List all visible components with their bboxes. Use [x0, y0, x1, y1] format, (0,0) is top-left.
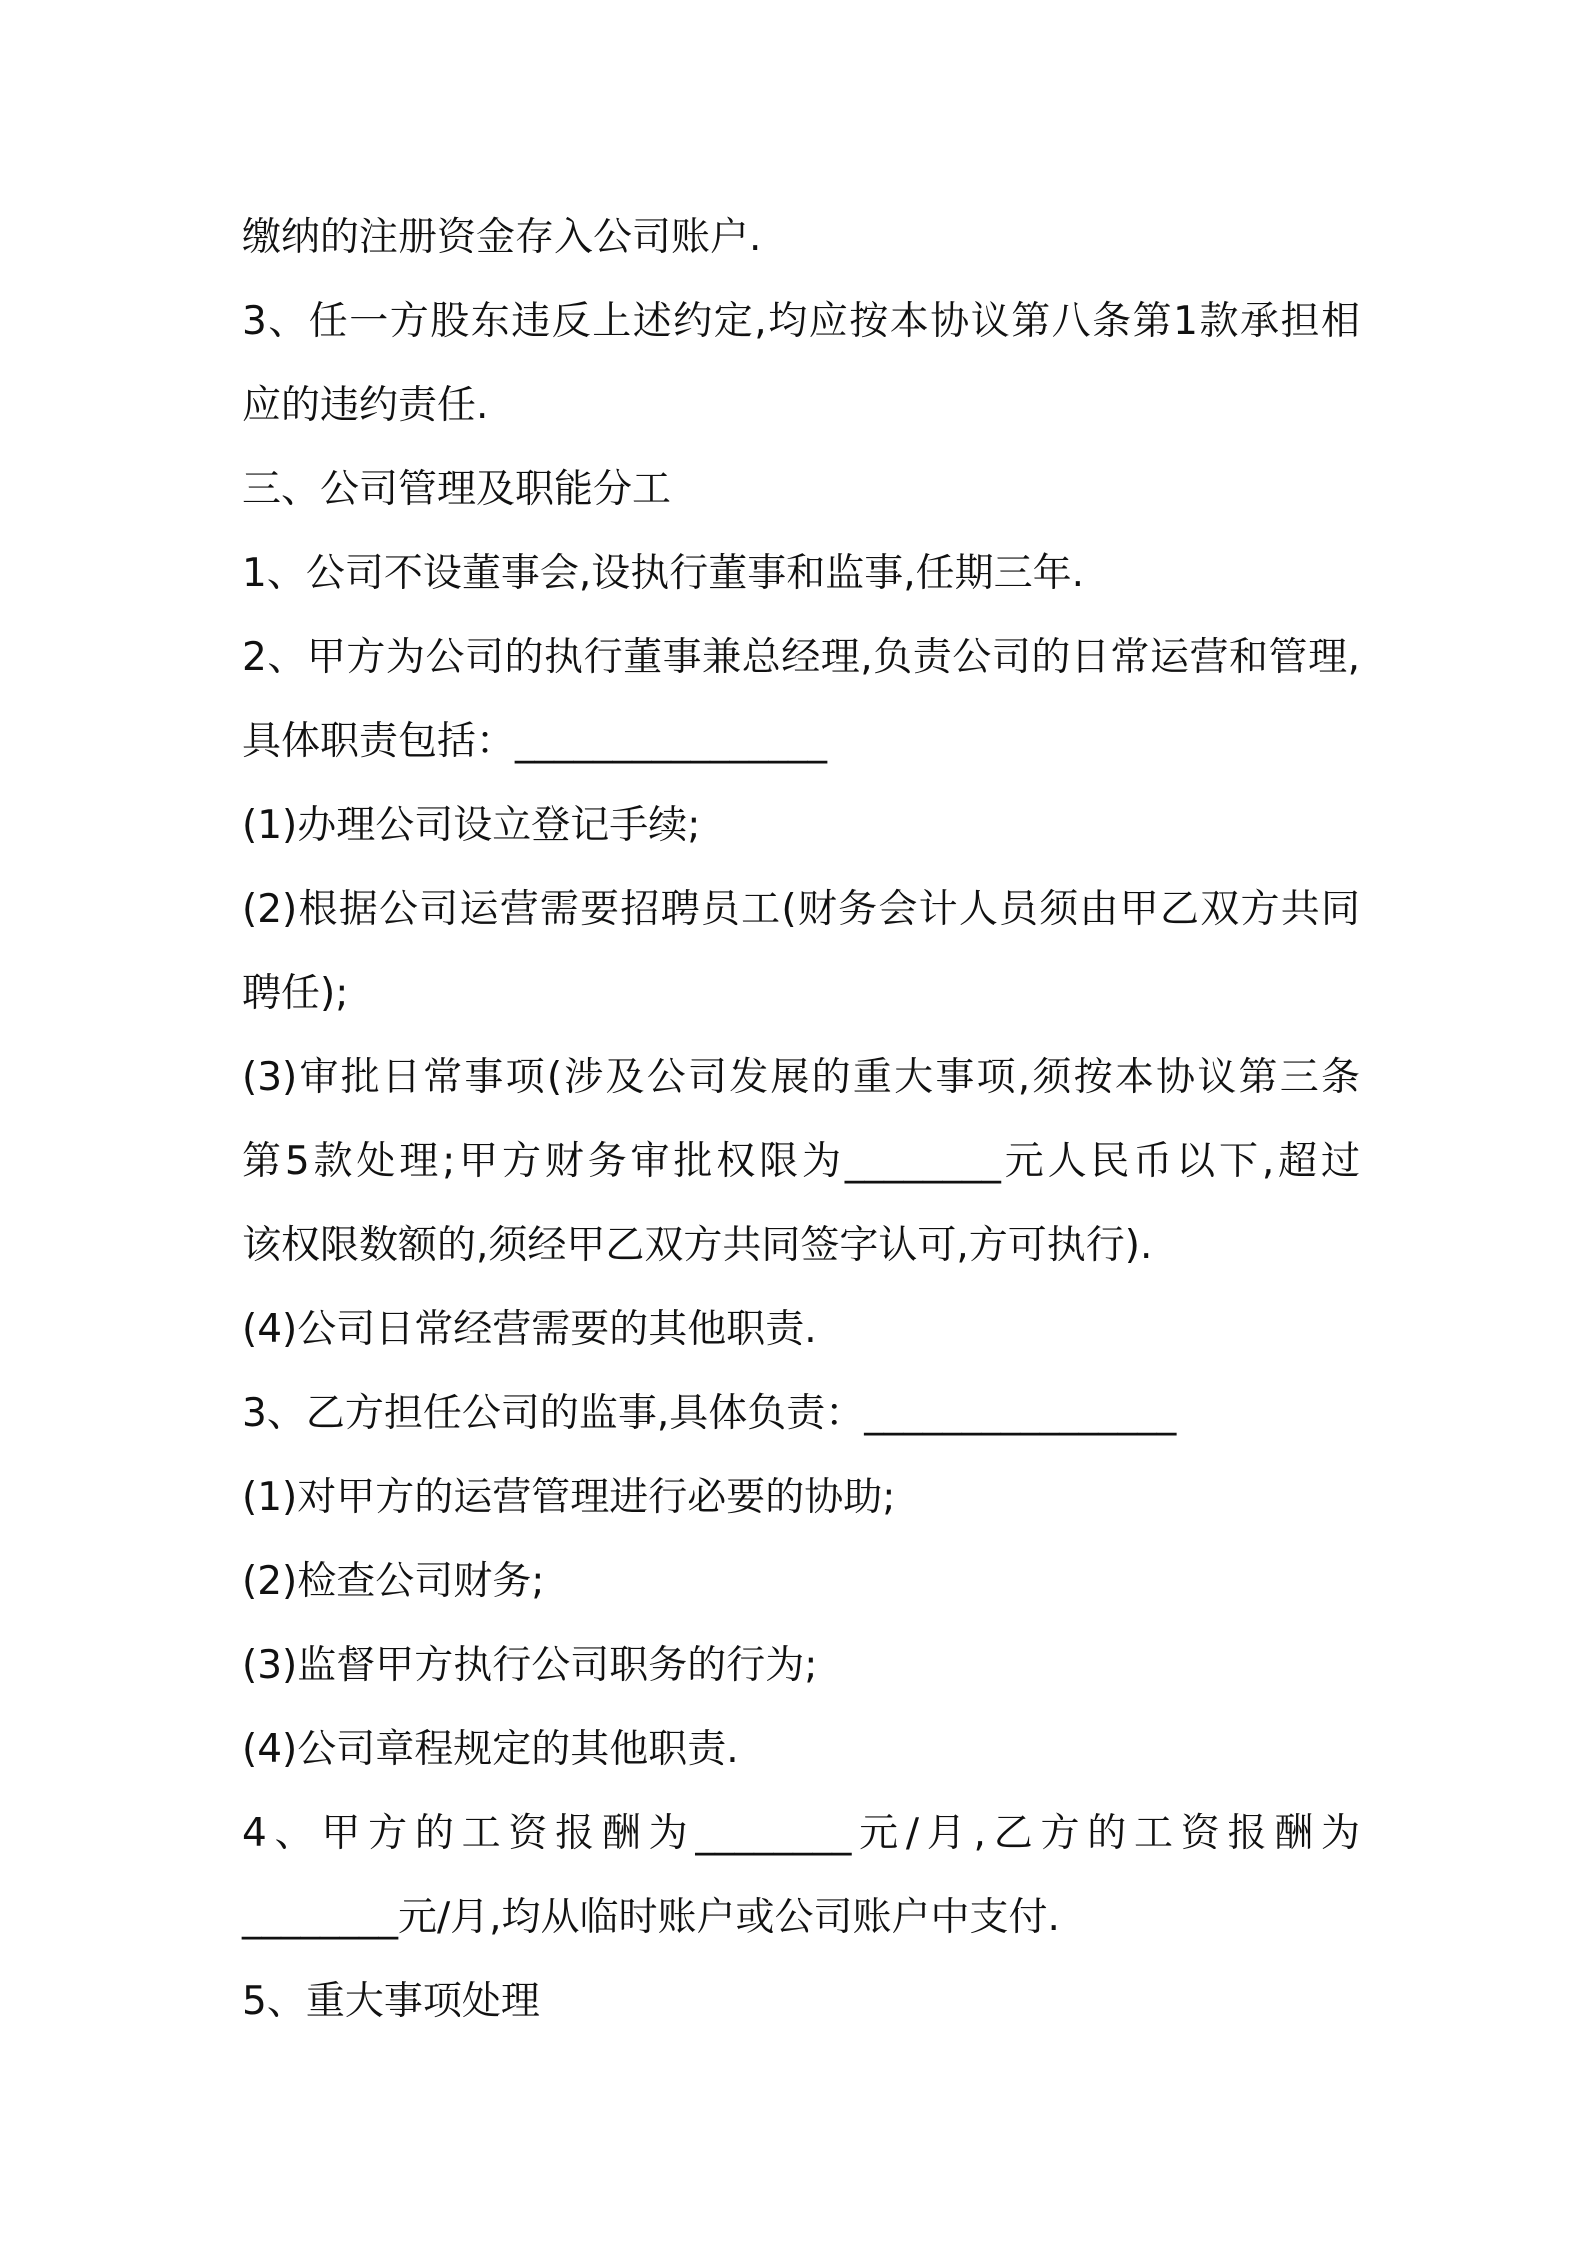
- supervisor-item-2: (2)检查公司财务;: [242, 1559, 545, 1604]
- clause-5: 5、重大事项处理: [242, 1979, 540, 2024]
- clause-4-line-2: ________元/月,均从临时账户或公司账户中支付.: [242, 1895, 1060, 1940]
- sub-item-3-line-3: 该权限数额的,须经甲乙双方共同签字认可,方可执行).: [242, 1223, 1153, 1268]
- sub-item-2-line-1: (2)根据公司运营需要招聘员工(财务会计人员须由甲乙双方共同: [242, 887, 1360, 932]
- supervisor-item-3: (3)监督甲方执行公司职务的行为;: [242, 1643, 818, 1688]
- sub-item-4: (4)公司日常经营需要的其他职责.: [242, 1307, 817, 1352]
- supervisor-item-1: (1)对甲方的运营管理进行必要的协助;: [242, 1475, 896, 1520]
- clause-3-line-1: 3、任一方股东违反上述约定,均应按本协议第八条第1款承担相: [242, 299, 1360, 344]
- sub-item-3-line-2: 第5款处理;甲方财务审批权限为________元人民币以下,超过: [242, 1139, 1360, 1184]
- clause-2-line-2: 具体职责包括：________________: [242, 719, 828, 764]
- clause-3-supervisor: 3、乙方担任公司的监事,具体负责：________________: [242, 1391, 1177, 1436]
- clause-2-line-1: 2、甲方为公司的执行董事兼总经理,负责公司的日常运营和管理,: [242, 635, 1360, 680]
- document-body: [242, 196, 1362, 2044]
- clause-4-line-1: 4、甲方的工资报酬为________元/月,乙方的工资报酬为: [242, 1811, 1360, 1856]
- clause-1: 1、公司不设董事会,设执行董事和监事,任期三年.: [242, 551, 1085, 596]
- sub-item-3-line-1: (3)审批日常事项(涉及公司发展的重大事项,须按本协议第三条: [242, 1055, 1360, 1100]
- supervisor-item-4: (4)公司章程规定的其他职责.: [242, 1727, 739, 1772]
- paragraph-line: 缴纳的注册资金存入公司账户.: [242, 215, 762, 260]
- sub-item-2-line-2: 聘任);: [242, 971, 349, 1016]
- section-heading: 三、公司管理及职能分工: [242, 467, 672, 512]
- clause-3-line-2: 应的违约责任.: [242, 383, 489, 428]
- sub-item-1: (1)办理公司设立登记手续;: [242, 803, 701, 848]
